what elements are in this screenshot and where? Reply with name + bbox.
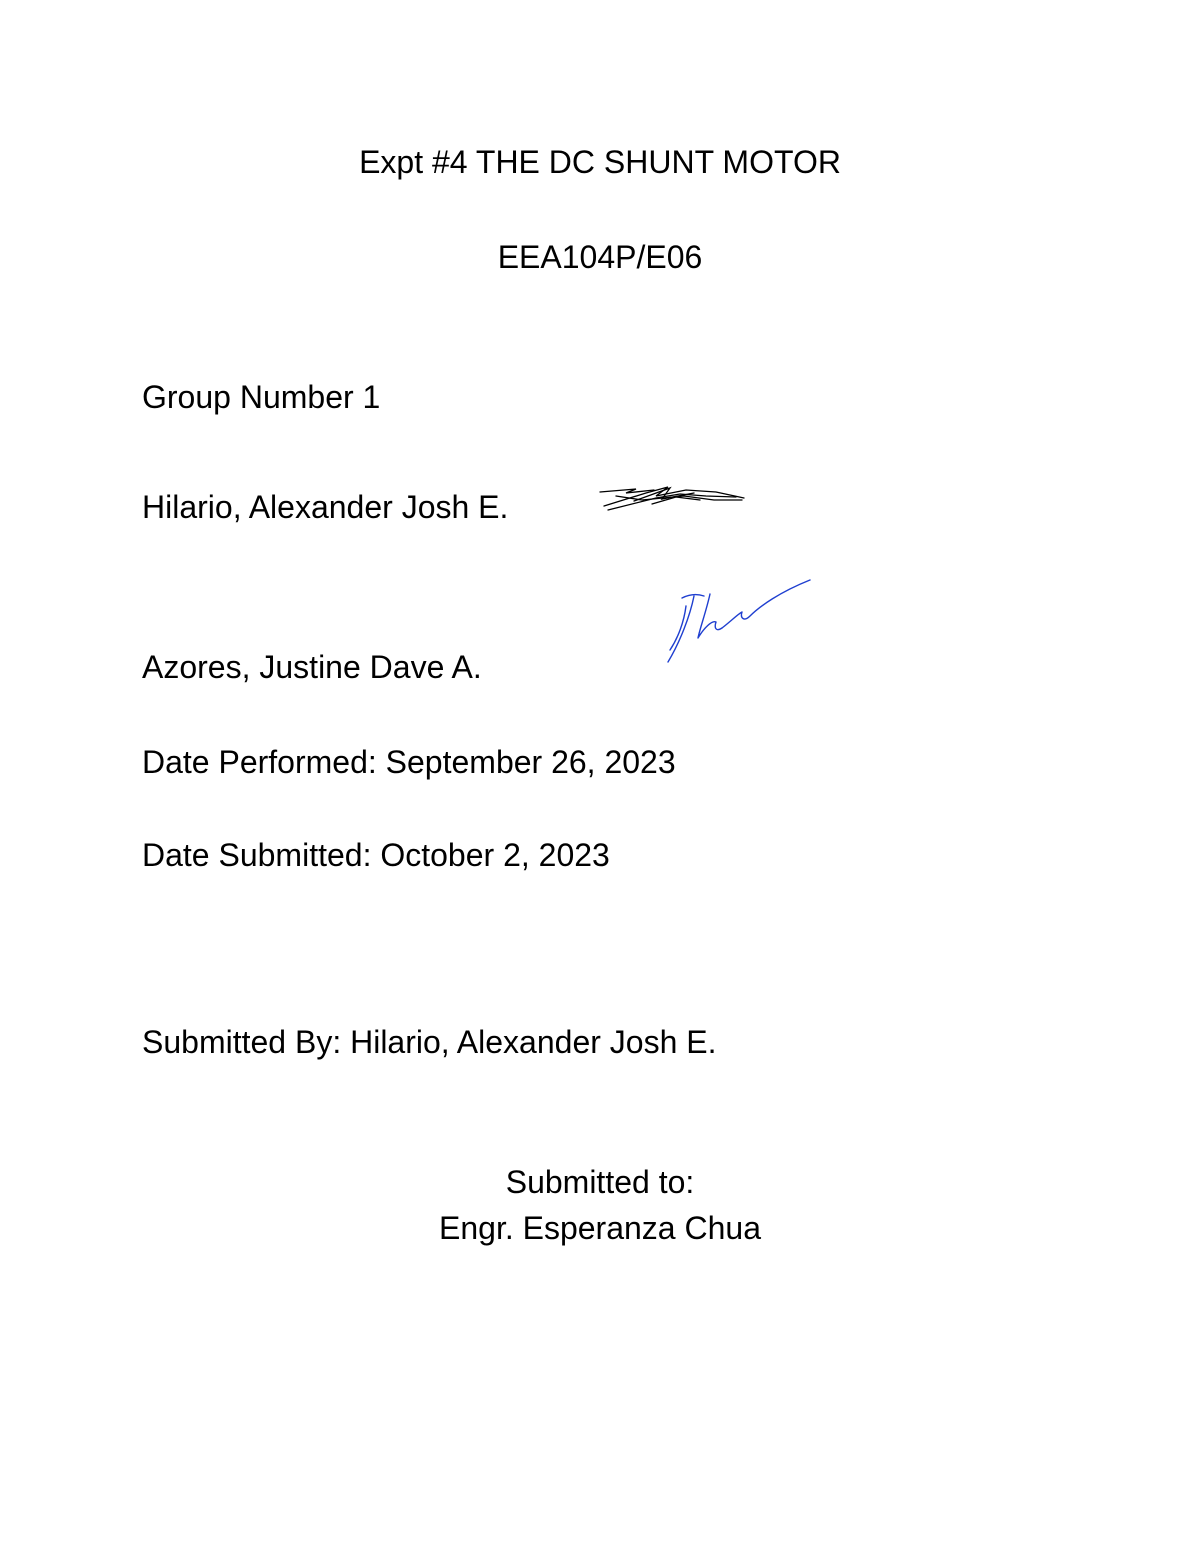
document-title: Expt #4 THE DC SHUNT MOTOR <box>359 144 841 180</box>
signature-hilario <box>596 484 748 514</box>
group-number: Group Number 1 <box>142 379 381 415</box>
date-submitted: Date Submitted: October 2, 2023 <box>142 837 610 873</box>
submitted-by: Submitted By: Hilario, Alexander Josh E. <box>142 1024 717 1060</box>
submitted-to-name: Engr. Esperanza Chua <box>439 1210 761 1246</box>
date-performed: Date Performed: September 26, 2023 <box>142 744 676 780</box>
member-name-1: Hilario, Alexander Josh E. <box>142 489 509 525</box>
course-code: EEA104P/E06 <box>497 239 703 275</box>
signature-azores <box>660 576 812 668</box>
member-name-2: Azores, Justine Dave A. <box>142 649 482 685</box>
submitted-to-label: Submitted to: <box>505 1164 695 1200</box>
